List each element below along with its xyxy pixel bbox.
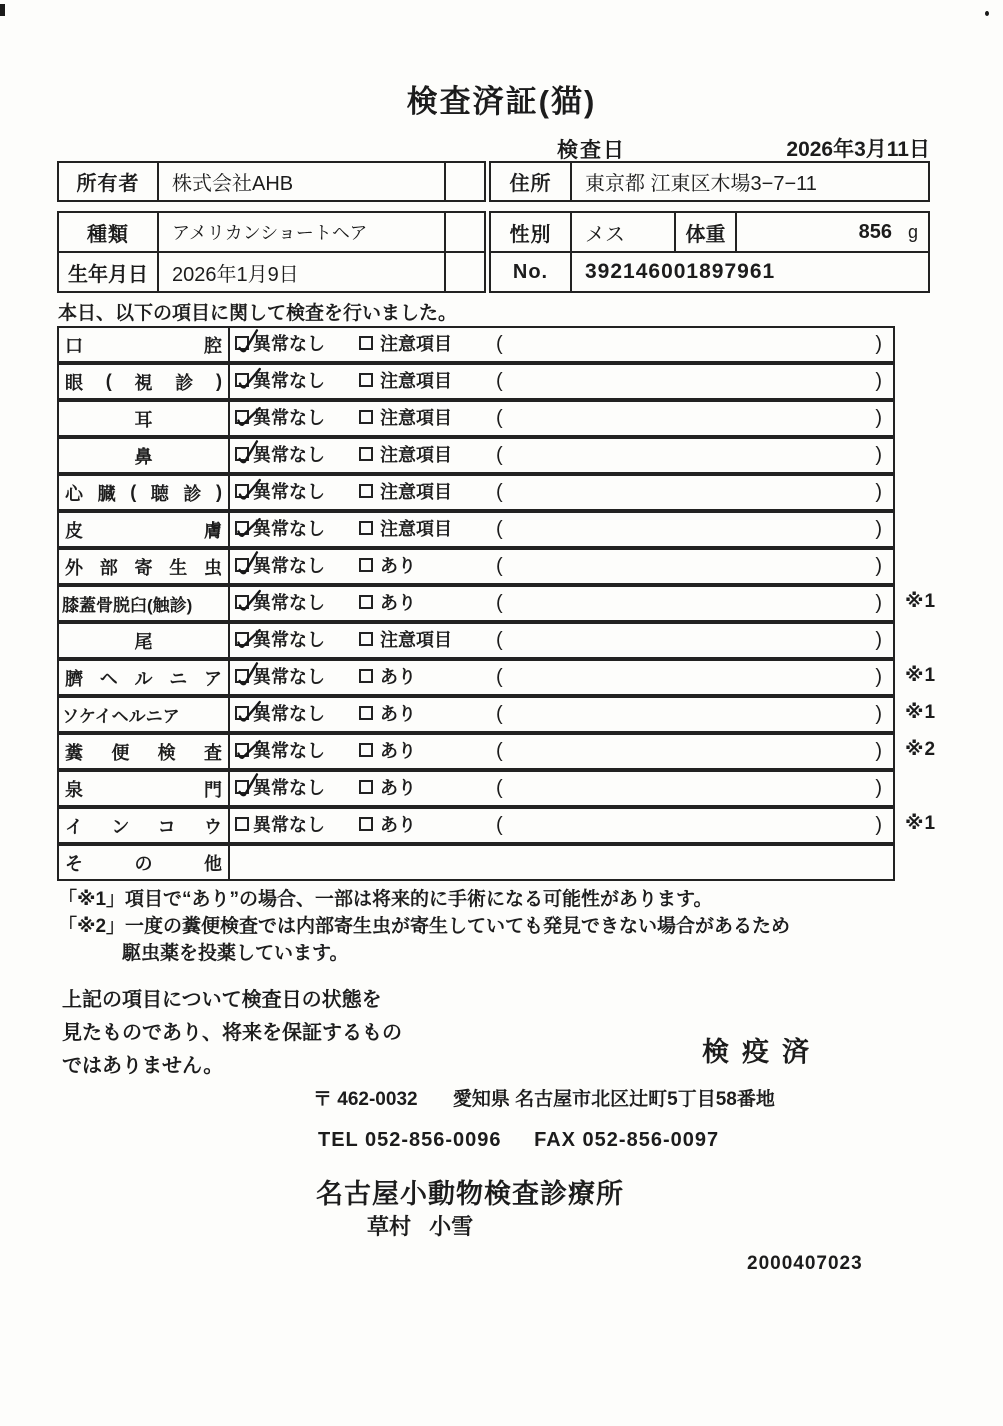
remark-paren-open: ( (496, 666, 503, 688)
option2-label: 注意項目 (380, 408, 452, 428)
remark-paren-open: ( (496, 740, 503, 762)
clinic-phone-line (318, 1129, 719, 1152)
remark-paren-close: ) (875, 703, 882, 725)
normal-option-label: 異常なし (253, 778, 325, 798)
exam-row (57, 548, 1003, 585)
normal-option-label: 異常なし (253, 667, 325, 687)
inspection-date-value: 2026年3月11日 (786, 138, 930, 161)
remark-paren-open: ( (496, 777, 503, 799)
intro-text: 本日、以下の項目に関して検査を行いました。 (58, 303, 458, 324)
checkbox-option2-unchecked (359, 447, 373, 461)
exam-row (57, 400, 1003, 437)
disclaimer-statement (62, 984, 402, 1083)
row-reference-note: ※2 (905, 739, 937, 760)
row-reference-note: ※1 (905, 591, 937, 612)
normal-option-label: 異常なし (253, 630, 325, 650)
option2-label: あり (380, 556, 416, 576)
exam-item-label: 尾 (59, 624, 230, 657)
remark-paren-open: ( (496, 814, 503, 836)
remark-paren-close: ) (875, 740, 882, 762)
disclaimer-line: 見たものであり、将来を保証するもの (62, 1022, 402, 1044)
normal-option-label: 異常なし (253, 408, 325, 428)
checkbox-option2-unchecked (359, 706, 373, 720)
pet-info-box-left (57, 211, 486, 293)
clinic-name: 名古屋小動物検査診療所 (316, 1179, 624, 1209)
normal-option-label: 異常なし (253, 482, 325, 502)
exam-row-content (230, 328, 893, 361)
exam-row (57, 622, 1003, 659)
exam-item-label: 心 臓 ( 聴 診 ) (59, 476, 230, 509)
address-value: 東京都 江東区木場3−7−11 (585, 173, 817, 195)
option2-label: あり (380, 593, 416, 613)
address-box (489, 161, 930, 202)
remark-paren-close: ) (875, 444, 882, 466)
checkbox-normal-checked (235, 743, 249, 757)
disclaimer-line: ではありません。 (62, 1055, 224, 1077)
empty-cell (444, 213, 484, 251)
address-label: 住所 (491, 163, 572, 200)
exam-row (57, 585, 1003, 622)
checkbox-option2-unchecked (359, 336, 373, 350)
exam-row-box (57, 733, 895, 770)
weight-cell (737, 213, 928, 251)
exam-row-content (230, 809, 893, 842)
exam-row-box (57, 585, 895, 622)
remark-paren-close: ) (875, 518, 882, 540)
exam-row-box (57, 326, 895, 363)
checkbox-normal-checked (235, 447, 249, 461)
option2-label: 注意項目 (380, 334, 452, 354)
exam-item-label: 鼻 (59, 439, 230, 472)
footnote-1: 「※1」項目で“あり”の場合、一部は将来的に手術になる可能性があります。 (58, 889, 713, 910)
checkbox-normal-checked (235, 632, 249, 646)
exam-item-label: イ ン コ ウ (59, 809, 230, 842)
option2-label: 注意項目 (380, 445, 452, 465)
row-reference-note: ※1 (905, 813, 937, 834)
checkbox-normal-unchecked (235, 817, 249, 831)
exam-row-content (230, 772, 893, 805)
checkbox-normal-checked (235, 780, 249, 794)
sex-value: メス (572, 213, 676, 251)
exam-row-content (230, 365, 893, 398)
breed-label: 種類 (59, 213, 159, 251)
exam-row-box (57, 659, 895, 696)
checkbox-normal-checked (235, 410, 249, 424)
remark-paren-open: ( (496, 629, 503, 651)
remark-paren-close: ) (875, 777, 882, 799)
checkbox-option2-unchecked (359, 669, 373, 683)
normal-option-label: 異常なし (253, 334, 325, 354)
exam-row-box (57, 511, 895, 548)
checkbox-normal-checked (235, 669, 249, 683)
footnote-2: 「※2」一度の糞便検査では内部寄生虫が寄生していても発見できない場合があるため (58, 916, 791, 937)
remark-paren-close: ) (875, 370, 882, 392)
option2-label: あり (380, 815, 416, 835)
owner-value: 株式会社AHB (172, 173, 294, 195)
exam-row-content (230, 550, 893, 583)
exam-row-box (57, 363, 895, 400)
exam-row-box (57, 807, 895, 844)
clinic-address-line (313, 1084, 775, 1111)
checkbox-normal-checked (235, 521, 249, 535)
clinic-fax: FAX 052-856-0097 (534, 1129, 720, 1151)
scan-artifact (0, 4, 5, 16)
exam-item-label: 眼 ( 視 診 ) (59, 365, 230, 398)
exam-item-label: 外 部 寄 生 虫 (59, 550, 230, 583)
exam-row (57, 363, 1003, 400)
exam-row-box (57, 696, 895, 733)
option2-label: 注意項目 (380, 519, 452, 539)
document-serial-number: 2000407023 (747, 1253, 863, 1274)
owner-box (57, 161, 486, 202)
remark-paren-close: ) (875, 592, 882, 614)
checkbox-normal-checked (235, 373, 249, 387)
clinic-tel: TEL 052-856-0096 (318, 1129, 502, 1151)
checkbox-option2-unchecked (359, 632, 373, 646)
exam-row (57, 326, 1003, 363)
empty-cell (444, 253, 484, 291)
checkbox-normal-checked (235, 706, 249, 720)
sex-label: 性別 (491, 213, 572, 251)
exam-row-box (57, 437, 895, 474)
exam-item-label: 膝蓋骨脱臼(触診) (59, 587, 230, 620)
no-value: 392146001897961 (585, 260, 776, 283)
remark-paren-open: ( (496, 555, 503, 577)
exam-item-label: そ の 他 (59, 846, 230, 879)
exam-row-content (230, 624, 893, 657)
exam-row-box (57, 844, 895, 881)
exam-row (57, 733, 1003, 770)
normal-option-label: 異常なし (253, 556, 325, 576)
footnote-3: 駆虫薬を投薬しています。 (122, 943, 349, 964)
page-title: 検査済証(猫) (406, 84, 597, 119)
checkbox-normal-checked (235, 558, 249, 572)
exam-item-label: 口 腔 (59, 328, 230, 361)
disclaimer-line: 上記の項目について検査日の状態を (62, 989, 382, 1011)
row-reference-note: ※1 (905, 665, 937, 686)
checkbox-option2-unchecked (359, 780, 373, 794)
exam-item-label: 泉 門 (59, 772, 230, 805)
exam-row-content (230, 402, 893, 435)
exam-item-label: 糞 便 検 査 (59, 735, 230, 768)
exam-row (57, 696, 1003, 733)
exam-row-content (230, 476, 893, 509)
exam-row (57, 770, 1003, 807)
option2-label: あり (380, 667, 416, 687)
scan-artifact (985, 11, 989, 16)
exam-row (57, 807, 1003, 844)
row-reference-note: ※1 (905, 702, 937, 723)
exam-row-box (57, 474, 895, 511)
remark-paren-close: ) (875, 629, 882, 651)
exam-item-label: 臍 ヘ ル ニ ア (59, 661, 230, 694)
option2-label: 注意項目 (380, 482, 452, 502)
normal-option-label: 異常なし (253, 445, 325, 465)
remark-paren-open: ( (496, 333, 503, 355)
quarantine-passed-stamp: 検疫済 (702, 1037, 822, 1067)
exam-row-content (230, 439, 893, 472)
remark-paren-open: ( (496, 444, 503, 466)
remark-paren-close: ) (875, 407, 882, 429)
exam-row-content (230, 846, 893, 879)
exam-table (57, 326, 1003, 881)
no-label: No. (491, 253, 572, 291)
remark-paren-open: ( (496, 703, 503, 725)
remark-paren-open: ( (496, 518, 503, 540)
option2-label: 注意項目 (380, 630, 452, 650)
weight-label: 体重 (676, 213, 737, 251)
remark-paren-close: ) (875, 481, 882, 503)
normal-option-label: 異常なし (253, 815, 325, 835)
checkbox-normal-checked (235, 484, 249, 498)
breed-value: アメリカンショートヘア (172, 223, 368, 243)
checkbox-option2-unchecked (359, 817, 373, 831)
inspection-date-label: 検査日 (557, 139, 626, 162)
exam-row-box (57, 770, 895, 807)
exam-item-label: ソケイヘルニア (59, 698, 230, 731)
remark-paren-open: ( (496, 407, 503, 429)
option2-label: あり (380, 741, 416, 761)
exam-row-box (57, 548, 895, 585)
option2-label: あり (380, 778, 416, 798)
exam-row (57, 844, 1003, 881)
normal-option-label: 異常なし (253, 704, 325, 724)
option2-label: 注意項目 (380, 371, 452, 391)
exam-item-label: 耳 (59, 402, 230, 435)
checkbox-option2-unchecked (359, 595, 373, 609)
exam-row-content (230, 661, 893, 694)
checkbox-option2-unchecked (359, 521, 373, 535)
exam-row-box (57, 400, 895, 437)
owner-label: 所有者 (59, 163, 159, 200)
checkbox-normal-checked (235, 595, 249, 609)
checkbox-normal-checked (235, 336, 249, 350)
exam-row (57, 659, 1003, 696)
exam-table-rows (57, 326, 1003, 881)
exam-row-content (230, 513, 893, 546)
exam-row (57, 437, 1003, 474)
remark-paren-close: ) (875, 333, 882, 355)
weight-unit: g (907, 221, 918, 242)
remark-paren-open: ( (496, 592, 503, 614)
normal-option-label: 異常なし (253, 741, 325, 761)
examiner-name: 草村 小雪 (367, 1214, 474, 1239)
remark-paren-close: ) (875, 666, 882, 688)
exam-item-label: 皮 膚 (59, 513, 230, 546)
birthdate-value: 2026年1月9日 (172, 263, 299, 286)
remark-paren-close: ) (875, 814, 882, 836)
checkbox-option2-unchecked (359, 743, 373, 757)
exam-row-content (230, 735, 893, 768)
pet-info-box-right (489, 211, 930, 293)
exam-row-content (230, 698, 893, 731)
normal-option-label: 異常なし (253, 593, 325, 613)
exam-row-box (57, 622, 895, 659)
checkbox-option2-unchecked (359, 373, 373, 387)
weight-value: 856 (858, 220, 892, 243)
exam-row-content (230, 587, 893, 620)
remark-paren-open: ( (496, 370, 503, 392)
remark-paren-close: ) (875, 555, 882, 577)
option2-label: あり (380, 704, 416, 724)
clinic-address: 愛知県 名古屋市北区辻町5丁目58番地 (452, 1089, 775, 1110)
checkbox-option2-unchecked (359, 484, 373, 498)
normal-option-label: 異常なし (253, 371, 325, 391)
exam-row (57, 474, 1003, 511)
checkbox-option2-unchecked (359, 558, 373, 572)
empty-cell (444, 163, 484, 200)
exam-row (57, 511, 1003, 548)
birthdate-label: 生年月日 (59, 253, 159, 291)
clinic-postal: 〒 462-0032 (313, 1089, 418, 1110)
normal-option-label: 異常なし (253, 519, 325, 539)
remark-paren-open: ( (496, 481, 503, 503)
checkbox-option2-unchecked (359, 410, 373, 424)
